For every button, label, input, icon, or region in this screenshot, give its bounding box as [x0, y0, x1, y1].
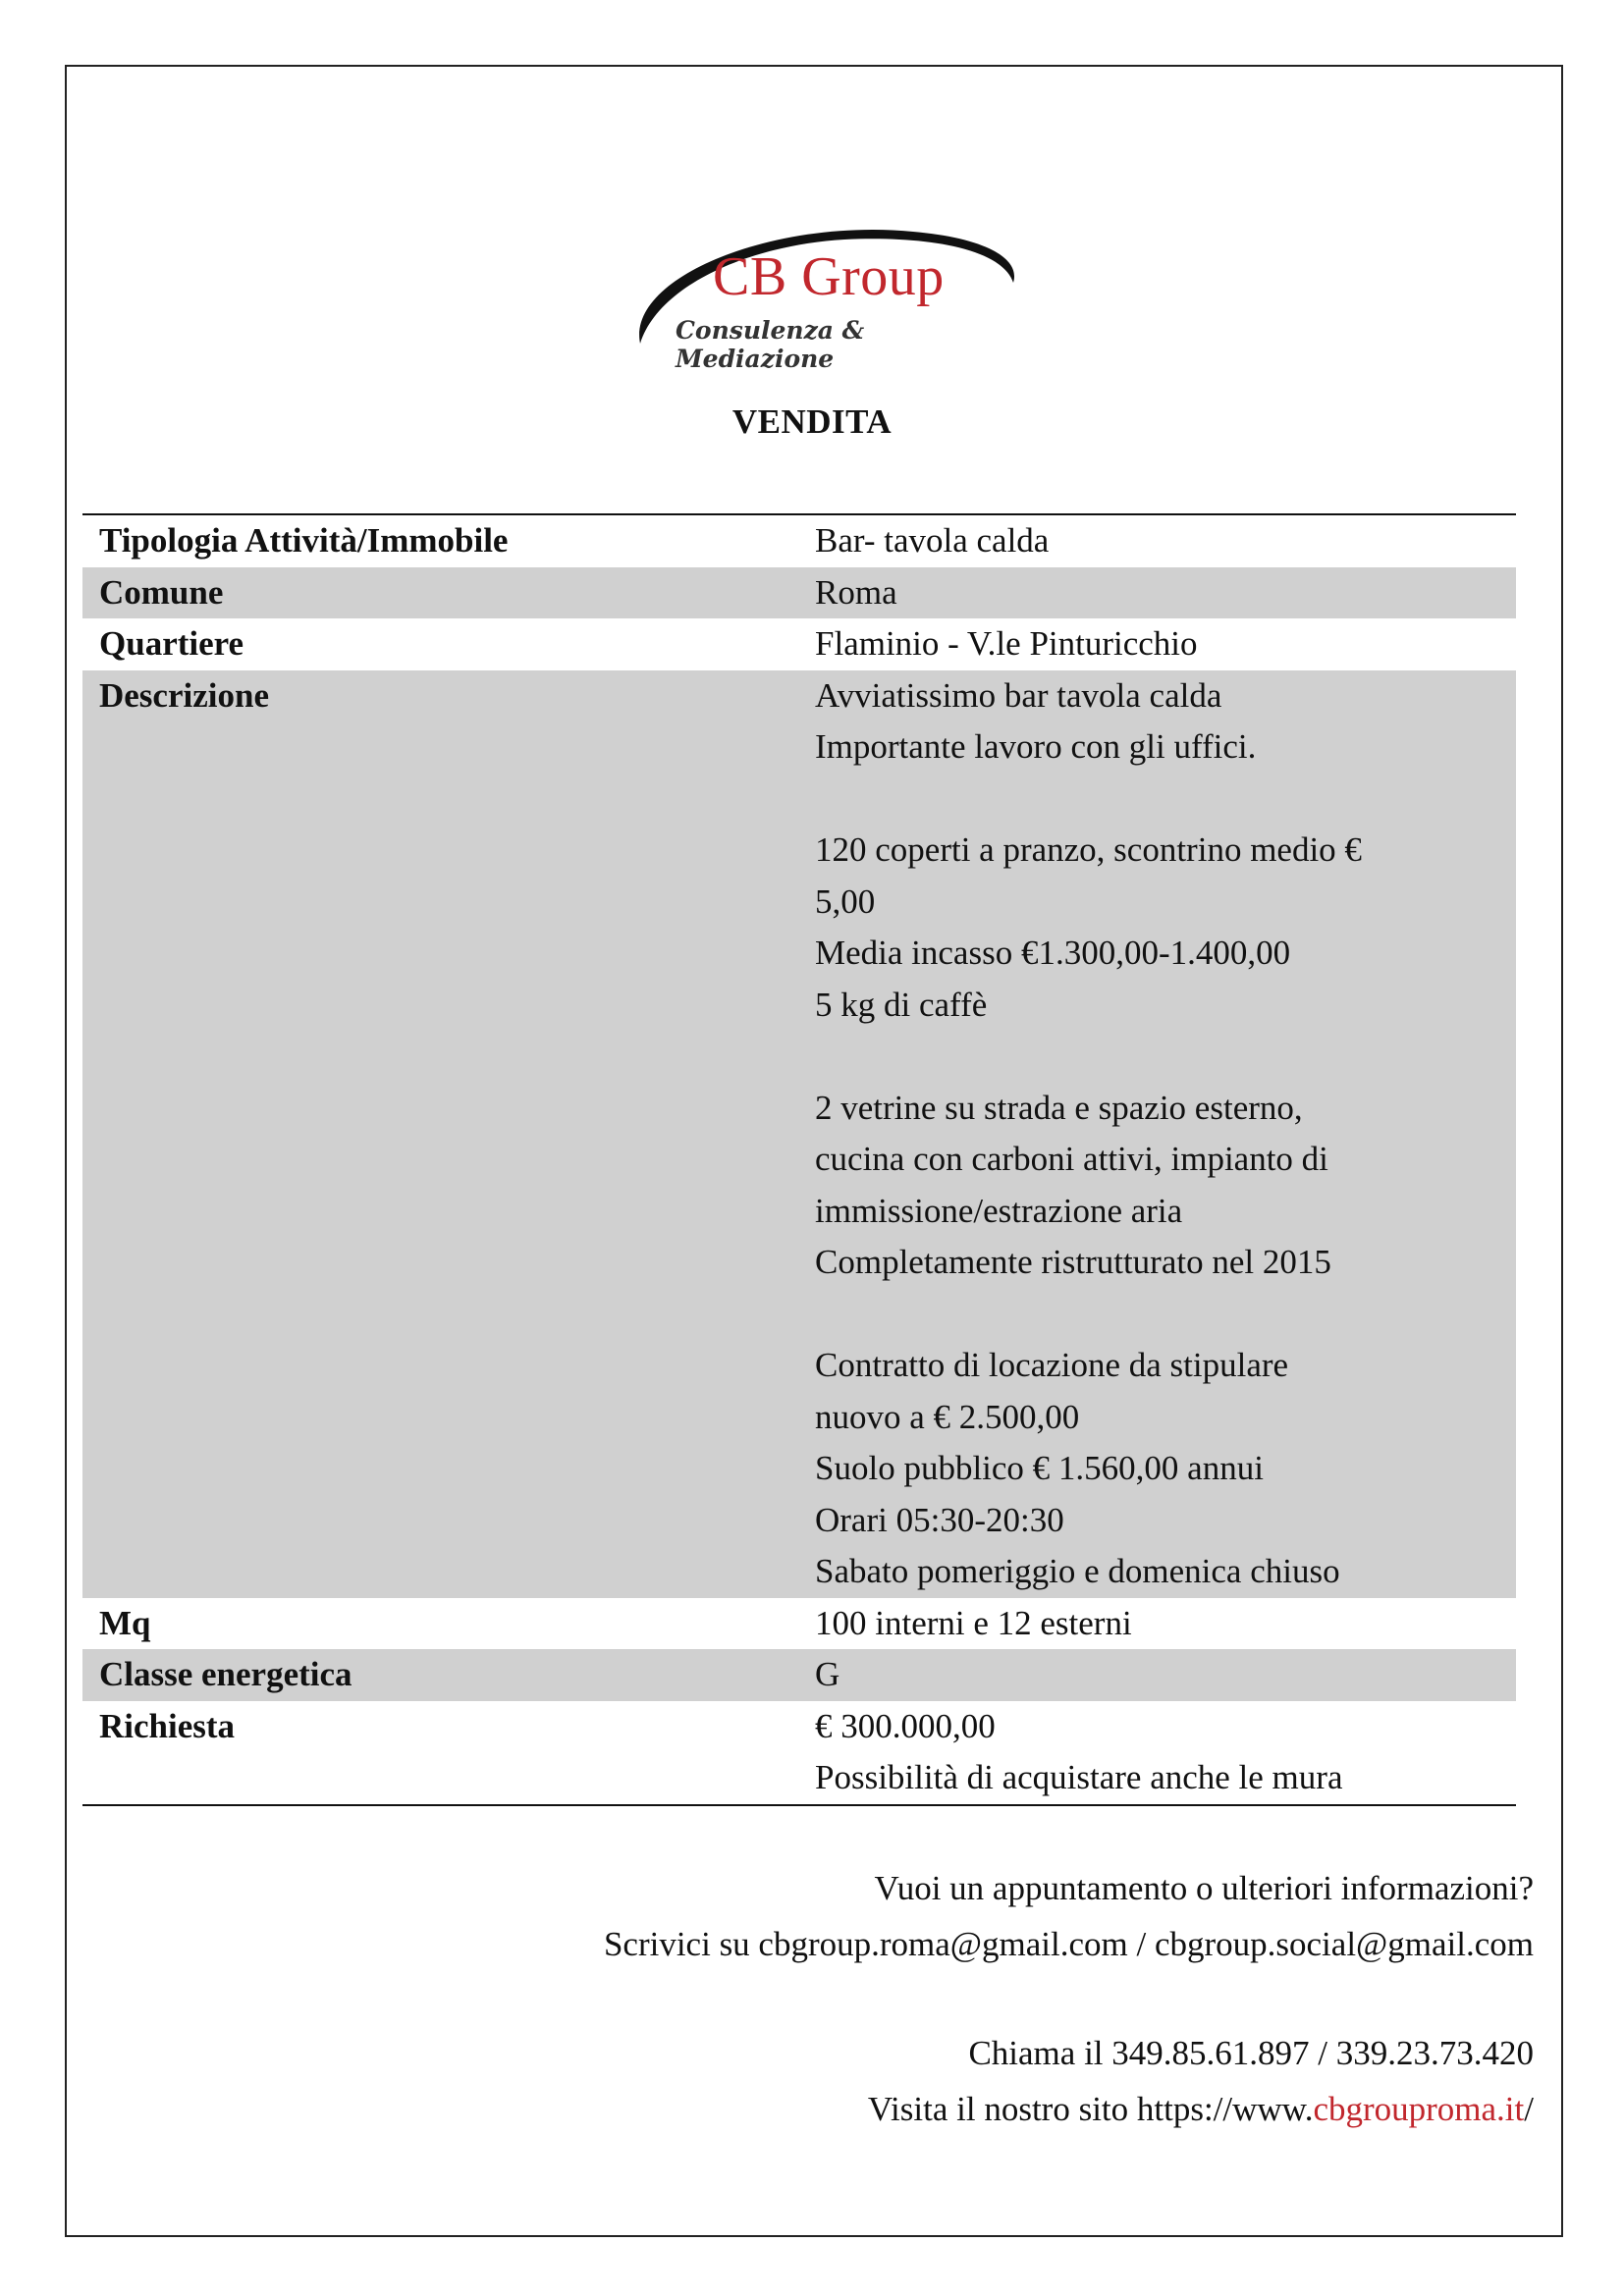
table-row — [82, 515, 1516, 567]
contact-question: Vuoi un appuntamento o ulteriori informazioni? — [874, 1869, 1534, 1907]
website-suffix: / — [1524, 2090, 1534, 2128]
row-label: Richiesta — [99, 1706, 236, 1745]
contact-emails: Scrivici su cbgroup.roma@gmail.com / cbgroup.social@gmail.com — [603, 1925, 1534, 1963]
contact-phones: Chiama il 349.85.61.897 / 339.23.73.420 — [968, 2034, 1534, 2072]
row-label: Mq — [99, 1603, 151, 1642]
page-title: VENDITA — [731, 402, 893, 441]
logo-name: CB Group — [713, 246, 945, 307]
row-label: Descrizione — [99, 675, 269, 715]
row-label: Tipologia Attività/Immobile — [99, 521, 509, 560]
row-label: Classe energetica — [99, 1655, 352, 1693]
row-label: Comune — [99, 572, 224, 612]
row-value: Flaminio - V.le Pinturicchio — [815, 624, 1198, 663]
spacer — [604, 1972, 1534, 2025]
row-value: 100 interni e 12 esterni — [815, 1603, 1132, 1642]
cb-group-logo — [628, 218, 1021, 373]
table-row — [82, 1598, 1516, 1650]
contact-block — [604, 1860, 1534, 2137]
row-value: Roma — [815, 572, 897, 612]
row-value: € 300.000,00 Possibilità di acquistare anche le mura — [815, 1706, 1343, 1796]
table-row — [82, 567, 1516, 619]
table-row — [82, 1649, 1516, 1701]
website-prefix: Visita il nostro sito https://www. — [867, 2090, 1314, 2128]
row-label: Quartiere — [99, 624, 244, 663]
row-value: Bar- tavola calda — [815, 521, 1050, 560]
listing-table — [82, 513, 1516, 1806]
table-row — [82, 670, 1516, 1598]
row-value: Avviatissimo bar tavola calda Importante lavoro con gli uffici. 120 coperti a pranzo, scontrino medio € 5,00 Media incasso €1.300,00-1.400,00 5 kg di caffè 2 vetrine su strada e spazio esterno, cucina con carboni attivi, impianto di immissione/estrazione aria Completamente ristrutturato nel 2015 Contratto di locazione da stipulare nuovo a € 2.500,00 Suolo pubblico € 1.560,00 annui Orari 05:30-20:30 Sabato pomeriggio e domenica chiuso — [815, 675, 1362, 1590]
contact-website — [604, 2081, 1534, 2137]
logo-tagline: Consulenza & Mediazione — [676, 316, 865, 373]
website-link[interactable]: cbgrouproma.it — [1313, 2090, 1525, 2128]
row-value: G — [815, 1655, 840, 1693]
table-row — [82, 618, 1516, 670]
table-row — [82, 1701, 1516, 1804]
